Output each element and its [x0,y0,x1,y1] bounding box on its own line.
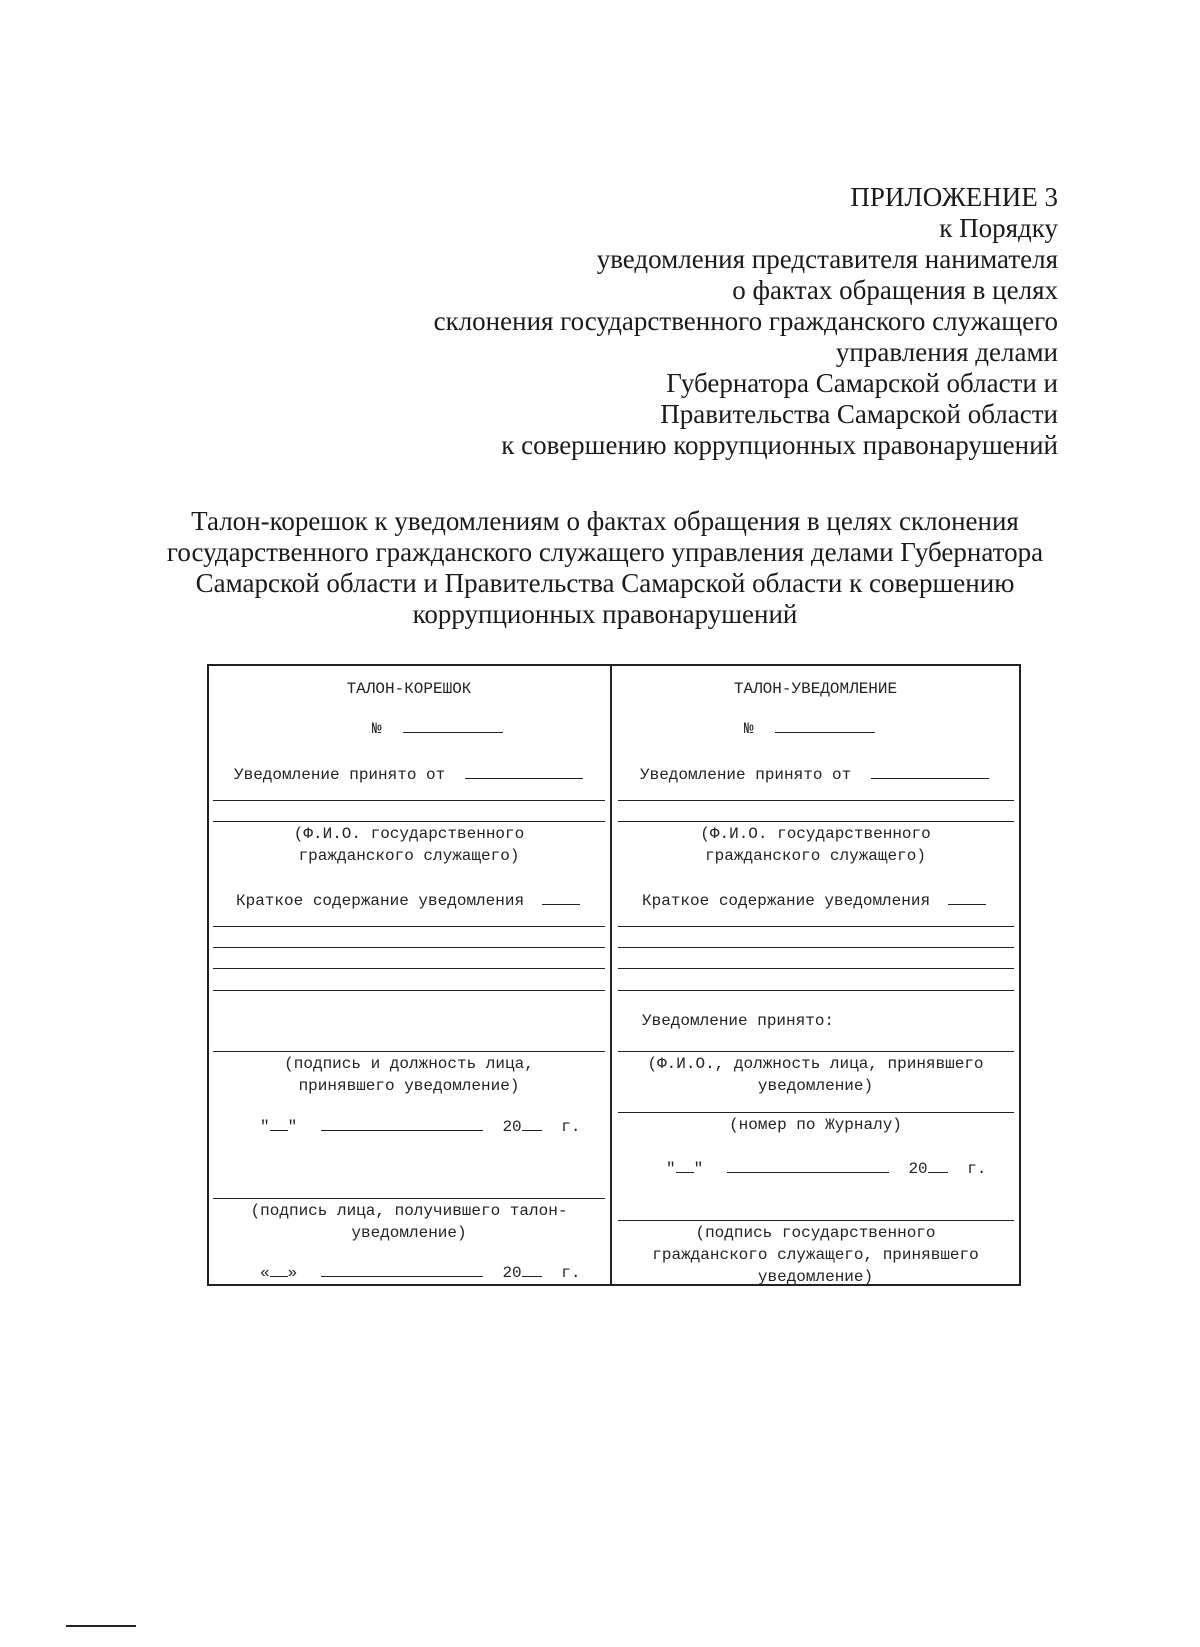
notice-acceptor-caption-1: (Ф.И.О., должность лица, принявшего [647,1055,984,1073]
received-from-label: Уведомление принято от [640,766,852,784]
appendix-line: Губернатора Самарской области и [666,368,1058,398]
year-prefix: 20 [502,1118,522,1136]
notice-date-field[interactable] [666,1158,986,1178]
year-prefix: 20 [502,1264,522,1282]
stub-sign-caption-2: принявшего уведомление) [298,1077,520,1095]
fill-line [213,821,605,822]
notice-summary-field[interactable] [642,890,986,910]
fill-line [618,800,1014,801]
number-sign: № [744,720,754,738]
fill-line [618,926,1014,927]
footnote-rule [66,1625,136,1627]
appendix-line: управления делами [835,337,1058,367]
appendix-line: Правительства Самарской области [660,399,1058,429]
stub-recipient-caption-1: (подпись лица, получившего талон- [250,1202,568,1220]
blank-line [270,1116,288,1131]
blank-line [676,1158,694,1173]
fill-line [618,1051,1014,1052]
fill-line [618,968,1014,969]
year-prefix: 20 [908,1160,928,1178]
coupon-table [207,664,1021,1286]
fill-line [618,1112,1014,1113]
notice-accepted-label: Уведомление принято: [642,1012,835,1030]
title-line: Талон-корешок к уведомлениям о фактах обращения в целях склонения [191,506,1019,536]
quote-close: " [287,1118,298,1136]
fill-line [213,800,605,801]
fill-line [618,1220,1014,1221]
appendix-label: ПРИЛОЖЕНИЕ 3 [850,182,1058,212]
year-suffix: г. [561,1118,581,1136]
year-suffix: г. [561,1264,581,1282]
quote-open: " [260,1118,270,1136]
fill-line [213,947,605,948]
quote-open: " [666,1160,676,1178]
stub-date-field-1[interactable] [260,1116,580,1136]
notice-signer-caption-1: (подпись государственного [695,1224,936,1242]
blank-line [270,1262,288,1277]
title-line: Самарской области и Правительства Самарской области к совершению [195,568,1015,598]
quote-open: « [260,1264,270,1282]
stub-sign-caption-1: (подпись и должность лица, [284,1055,534,1073]
notice-number-field[interactable] [744,718,875,738]
blank-line [928,1158,948,1173]
summary-label: Краткое содержание уведомления [642,892,931,910]
fill-line [618,821,1014,822]
column-divider [610,664,612,1286]
fill-line [618,947,1014,948]
appendix-line: к совершению коррупционных правонарушений [501,430,1058,460]
notice-received-from-field[interactable] [640,764,989,784]
stub-number-field[interactable] [372,718,503,738]
notice-fio-caption-1: (Ф.И.О. государственного [700,825,931,843]
appendix-line: склонения государственного гражданского служащего [433,306,1058,336]
fill-line [618,990,1014,991]
document-title [140,506,1070,630]
fill-line [213,968,605,969]
notice-signer-caption-2: гражданского служащего, принявшего [652,1246,979,1264]
blank-line [321,1262,483,1277]
stub-heading: ТАЛОН-КОРЕШОК [346,680,472,698]
stub-fio-caption-2: гражданского служащего) [298,847,520,865]
blank-line [403,718,503,733]
quote-close: " [693,1160,704,1178]
fill-line [213,1051,605,1052]
blank-line [522,1262,542,1277]
blank-line [775,718,875,733]
notice-signer-caption-3: уведомление) [757,1268,874,1286]
quote-close: » [287,1264,298,1282]
summary-label: Краткое содержание уведомления [236,892,525,910]
blank-line [321,1116,483,1131]
stub-recipient-caption-2: уведомление) [351,1224,467,1242]
title-line: коррупционных правонарушений [412,599,798,629]
stub-summary-field[interactable] [236,890,580,910]
appendix-line: уведомления представителя нанимателя [596,244,1058,274]
stub-received-from-field[interactable] [234,764,583,784]
appendix-line: о фактах обращения в целях [732,275,1058,305]
notice-acceptor-caption-2: уведомление) [757,1077,874,1095]
fill-line [213,926,605,927]
blank-line [948,890,986,905]
appendix-header [338,182,1058,461]
blank-line [465,764,583,779]
blank-line [871,764,989,779]
year-suffix: г. [967,1160,987,1178]
notice-fio-caption-2: гражданского служащего) [705,847,926,865]
blank-line [727,1158,889,1173]
notice-heading: ТАЛОН-УВЕДОМЛЕНИЕ [733,680,898,698]
blank-line [522,1116,542,1131]
blank-line [542,890,580,905]
number-sign: № [372,720,382,738]
received-from-label: Уведомление принято от [234,766,446,784]
appendix-line: к Порядку [939,213,1058,243]
notice-journal-caption: (номер по Журналу) [729,1116,902,1134]
stub-date-field-2[interactable] [260,1262,580,1282]
title-line: государственного гражданского служащего управления делами Губернатора [166,537,1044,567]
fill-line [213,990,605,991]
stub-fio-caption-1: (Ф.И.О. государственного [293,825,525,843]
fill-line [213,1198,605,1199]
